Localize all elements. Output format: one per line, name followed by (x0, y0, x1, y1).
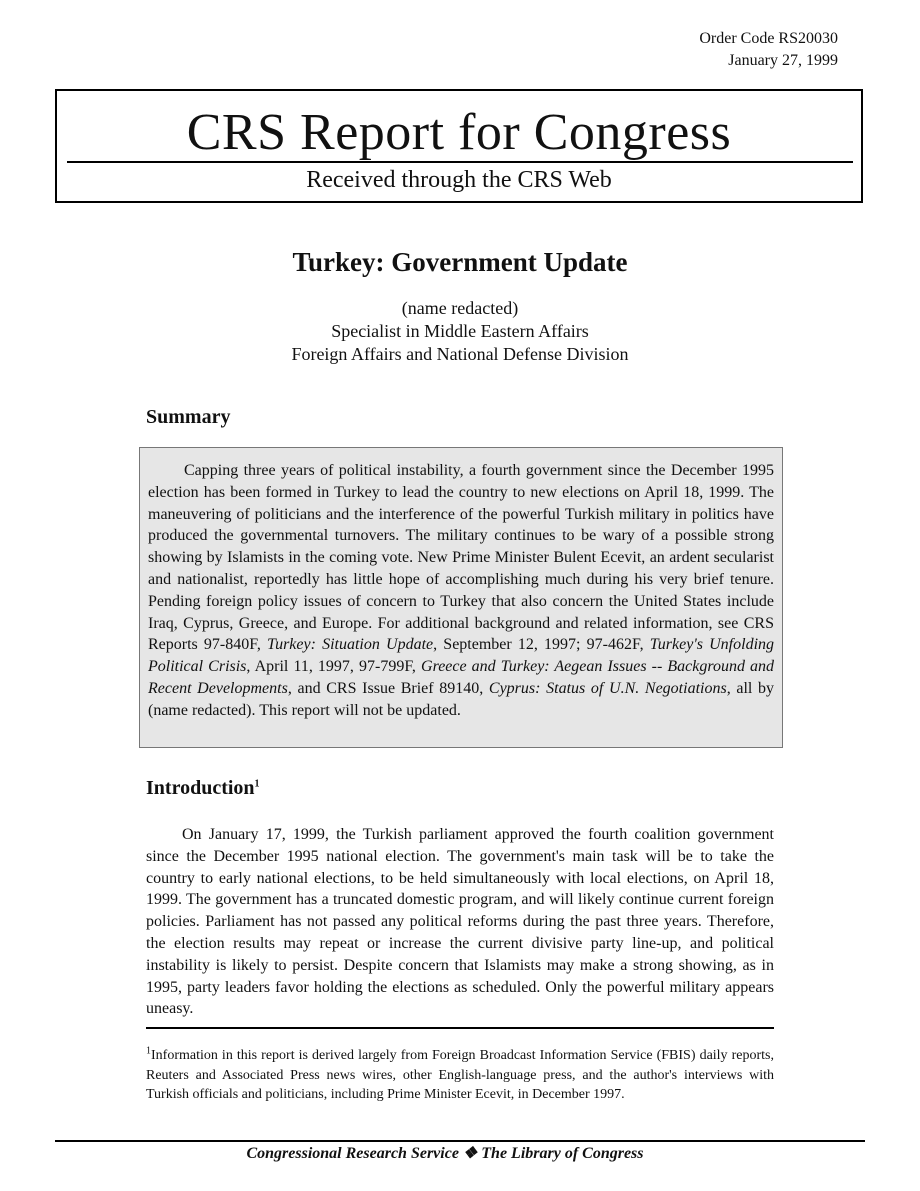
footnote-text: Information in this report is derived largely from Foreign Broadcast Information Service (FBIS) daily reports, Reuters and Associated Press news wires, other English-language press, and the author's interviews with Turkish officials and politicians, including Prime Minister Ecevit, in December 1997. (146, 1048, 774, 1102)
order-code-block (699, 28, 838, 72)
ref-title: Turkey's Unfolding Political Crisis (148, 636, 775, 676)
footnote-divider (146, 1027, 774, 1029)
author-name: (name redacted) (401, 298, 519, 318)
summary-paragraph (148, 460, 774, 722)
report-date: January 27, 1999 (728, 52, 838, 69)
summary-text: , April 11, 1997, 97-799F, (246, 658, 422, 676)
footnote (146, 1046, 774, 1105)
footer-divider (55, 1140, 865, 1142)
crs-banner (55, 89, 863, 203)
summary-box (139, 447, 783, 748)
report-title: Turkey: Government Update (292, 247, 628, 277)
introduction-text: On January 17, 1999, the Turkish parliament approved the fourth coalition government since the December 1995 national election. The government's main task will be to take the country to early national elections, to be held simultaneously with local elections, on April 18, 1999. The government has a truncated domestic program, and will likely continue current foreign policies. Parliament has not passed any political reforms during the past three years. Therefore, the election results may repeat or increase the current divisive party line-up, and political instability is likely to persist. Despite concern that Islamists may make a strong showing, as in 1995, party leaders favor holding the elections as scheduled. Only the powerful military appears uneasy. (146, 826, 774, 1018)
page-footer: Congressional Research Service ❖ The Library of Congress (246, 1145, 644, 1162)
summary-text: , and CRS Issue Brief 89140, (287, 679, 489, 697)
summary-text: , all by (name redacted). This report will not be updated. (148, 679, 775, 719)
ref-title: Turkey: Situation Update (267, 636, 434, 654)
introduction-heading-text: Introduction (146, 777, 255, 799)
banner-title: CRS Report for Congress (186, 104, 732, 161)
footnote-mark: 1 (254, 778, 260, 790)
author-position: Specialist in Middle Eastern Affairs (331, 321, 589, 341)
summary-heading: Summary (146, 406, 231, 428)
banner-divider (67, 161, 853, 163)
author-division: Foreign Affairs and National Defense Division (291, 344, 629, 364)
footnote-number: 1 (146, 1045, 151, 1057)
ref-title: Cyprus: Status of U.N. Negotiations (488, 679, 727, 697)
summary-text: Capping three years of political instability, a fourth government since the December 1995 election has been formed in Turkey to lead the country to new elections on April 18, 1999. The maneuvering of politicians and the interference of the powerful Turkish military in politics have produced the governmental turnovers. The military continues to be wary of a possible strong showing by Islamists in the coming vote. New Prime Minister Bulent Ecevit, an ardent secularist and nationalist, reportedly has little hope of accomplishing much during his very brief tenure. Pending foreign policy issues of concern to Turkey that also concern the United States include Iraq, Cyprus, Greece, and Europe. For additional background and related information, see CRS Reports 97-840F, (148, 462, 774, 654)
introduction-heading (146, 775, 260, 801)
author-block (0, 297, 920, 366)
ref-title: Greece and Turkey: Aegean Issues -- Background and Recent Developments (148, 658, 775, 697)
summary-text: , September 12, 1997; 97-462F, (433, 636, 650, 654)
introduction-paragraph (146, 824, 774, 1020)
banner-subtitle: Received through the CRS Web (306, 167, 612, 193)
order-code: Order Code RS20030 (699, 30, 838, 47)
